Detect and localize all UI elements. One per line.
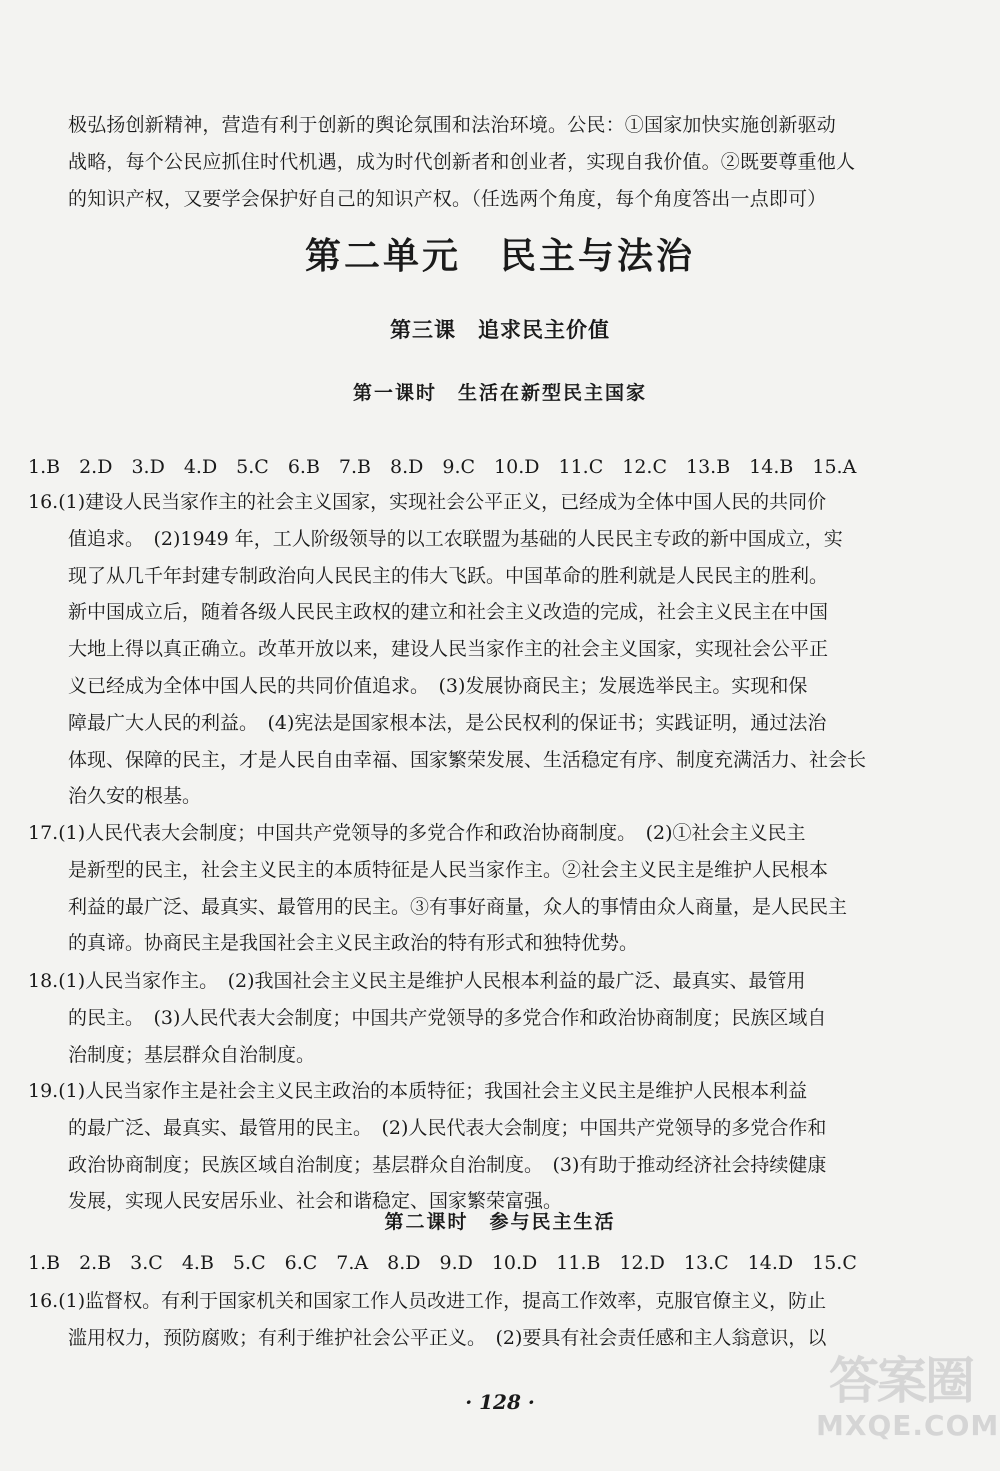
text-line: 义已经成为全体中国人民的共同价值追求。 (3)发展协商民主；发展选举民主。实现和保 xyxy=(68,674,808,697)
text-line: 16.(1)建设人民当家作主的社会主义国家，实现社会公平正义，已经成为全体中国人民的共同价 xyxy=(28,491,827,513)
watermark-logo xyxy=(816,1352,1000,1453)
text-line: 是新型的民主，社会主义民主的本质特征是人民当家作主。②社会主义民主是维护人民根本 xyxy=(68,858,829,881)
answer-16-section2 xyxy=(28,1283,958,1357)
text-line: 的真谛。协商民主是我国社会主义民主政治的特有形式和独特优势。 xyxy=(68,932,639,955)
text-line: 发展，实现人民安居乐业、社会和谐稳定、国家繁荣富强。 xyxy=(68,1190,563,1213)
answer-17 xyxy=(28,815,958,962)
choice-answers-1: 1.B 2.D 3.D 4.D 5.C 6.B 7.B 8.D 9.C 10.D 11.C 12.C 13.B 14.B 15.A xyxy=(28,456,857,478)
answer-16 xyxy=(28,484,958,815)
text-line: 现了从几千年封建专制政治向人民民主的伟大飞跃。中国革命的胜利就是人民民主的胜利。 xyxy=(68,564,829,587)
text-line: 障最广大人民的利益。 (4)宪法是国家根本法，是公民权利的保证书；实践证明，通过法治 xyxy=(68,711,827,734)
watermark-site: MXQE.COM xyxy=(816,1409,1000,1442)
choice-answers-2: 1.B 2.B 3.C 4.B 5.C 6.C 7.A 8.D 9.D 10.D 11.B 12.D 13.C 14.D 15.C xyxy=(28,1252,857,1274)
text-line: 新中国成立后，随着各级人民民主政权的建立和社会主义改造的完成，社会主义民主在中国 xyxy=(68,601,829,624)
text-line: 值追求。 (2)1949 年，工人阶级领导的以工农联盟为基础的人民民主专政的新中国成立，实 xyxy=(68,527,843,550)
text-line: 极弘扬创新精神，营造有利于创新的舆论氛围和法治环境。公民：①国家加快实施创新驱动 xyxy=(68,114,837,136)
text-line: 治制度；基层群众自治制度。 xyxy=(68,1043,316,1066)
lesson-title: 第三课 追求民主价值 xyxy=(390,318,610,342)
section-title-2: 第二课时 参与民主生活 xyxy=(384,1211,616,1233)
page-number: · 128 · xyxy=(465,1390,535,1414)
text-line: 19.(1)人民当家作主是社会主义民主政治的本质特征；我国社会主义民主是维护人民根本利益 xyxy=(28,1080,808,1102)
answer-18 xyxy=(28,963,958,1073)
text-line: 政治协商制度；民族区域自治制度；基层群众自治制度。 (3)有助于推动经济社会持续健康 xyxy=(68,1153,827,1176)
text-line: 体现、保障的民主，才是人民自由幸福、国家繁荣发展、生活稳定有序、制度充满活力、社会长 xyxy=(68,748,867,771)
text-line: 的最广泛、最真实、最管用的民主。 (2)人民代表大会制度；中国共产党领导的多党合作和 xyxy=(68,1116,827,1139)
text-line: 17.(1)人民代表大会制度；中国共产党领导的多党合作和政治协商制度。 (2)①社会主义民主 xyxy=(28,822,806,844)
text-line: 18.(1)人民当家作主。 (2)我国社会主义民主是维护人民根本利益的最广泛、最真实、最管用 xyxy=(28,970,806,992)
text-line: 利益的最广泛、最真实、最管用的民主。③有事好商量，众人的事情由众人商量，是人民民主 xyxy=(68,895,848,918)
unit-title: 第二单元 民主与法治 xyxy=(304,235,695,277)
text-line: 的知识产权，又要学会保护好自己的知识产权。（任选两个角度，每个角度答出一点即可） xyxy=(68,187,827,210)
watermark-glyphs: 答案圈 xyxy=(829,1352,973,1410)
text-line: 治久安的根基。 xyxy=(68,785,202,808)
text-line: 滥用权力，预防腐败；有利于维护社会公平正义。 (2)要具有社会责任感和主人翁意识，以 xyxy=(68,1326,827,1349)
intro-paragraph xyxy=(68,107,936,217)
text-line: 的民主。 (3)人民代表大会制度；中国共产党领导的多党合作和政治协商制度；民族区域自 xyxy=(68,1006,827,1029)
text-line: 大地上得以真正确立。改革开放以来，建设人民当家作主的社会主义国家，实现社会公平正 xyxy=(68,638,829,661)
text-line: 战略，每个公民应抓住时代机遇，成为时代创新者和创业者，实现自我价值。②既要尊重他人 xyxy=(68,150,856,173)
section-title-1: 第一课时 生活在新型民主国家 xyxy=(352,382,647,404)
text-line: 16.(1)监督权。有利于国家机关和国家工作人员改进工作，提高工作效率，克服官僚主义，防止 xyxy=(28,1290,827,1312)
answer-19 xyxy=(28,1073,958,1220)
